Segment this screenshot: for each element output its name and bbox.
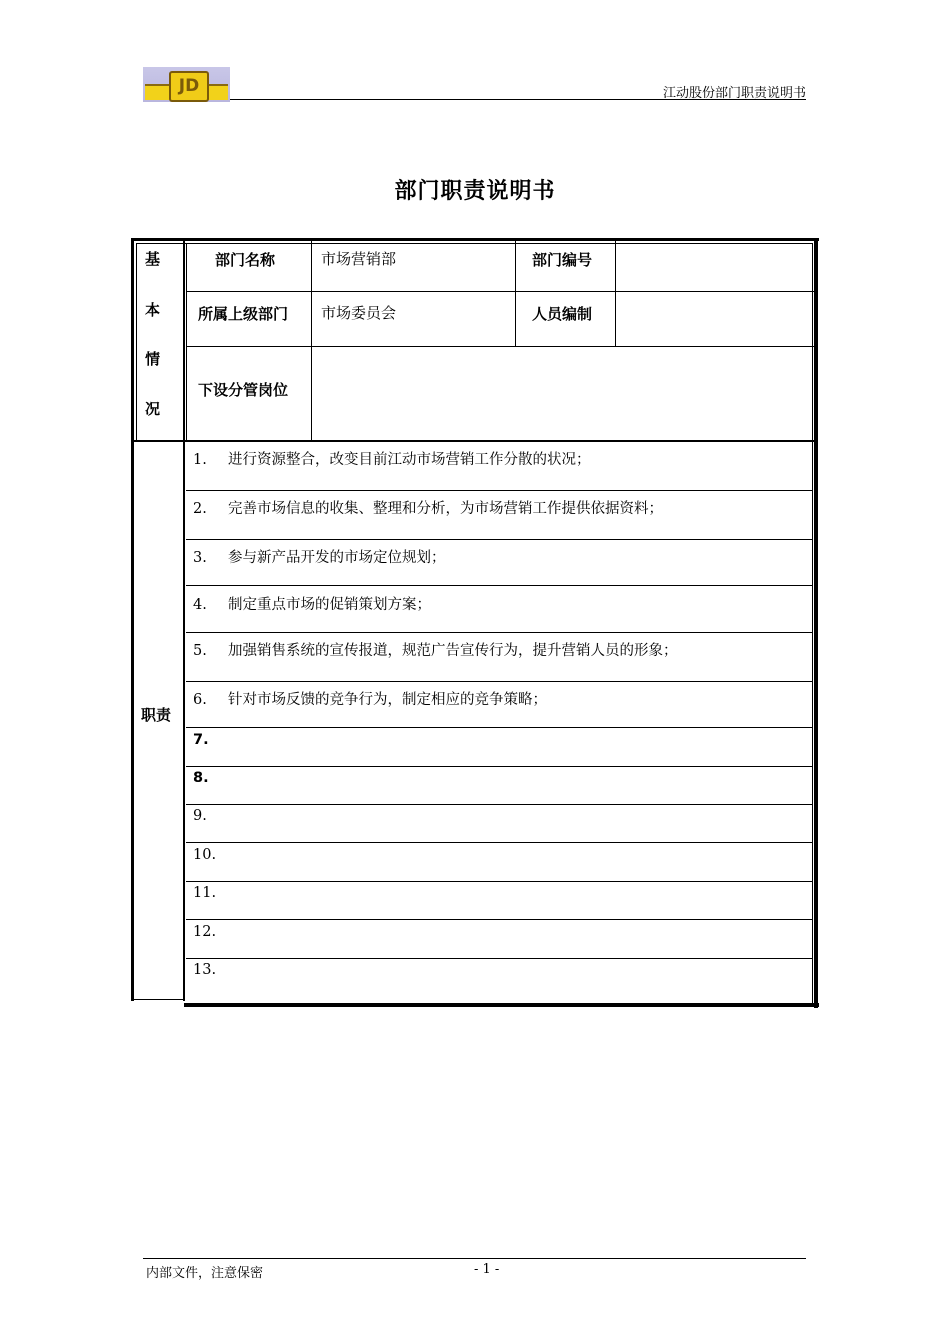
section-divider bbox=[134, 440, 814, 442]
duty-item bbox=[193, 808, 228, 824]
duty-item-number: 4. bbox=[193, 597, 207, 613]
duty-item-number: 8. bbox=[193, 770, 209, 786]
table-border-bottom bbox=[184, 1003, 819, 1007]
duty-item bbox=[193, 546, 446, 567]
page-number: - 1 - bbox=[474, 1262, 500, 1277]
footer-confidential: 内部文件，注意保密 bbox=[146, 1266, 264, 1281]
duty-item-number: 1. bbox=[193, 452, 207, 468]
basic-section-char-1: 基 bbox=[145, 250, 161, 268]
duty-item bbox=[193, 847, 228, 863]
duty-item bbox=[193, 962, 228, 978]
duty-row-rule bbox=[186, 842, 812, 843]
duty-row-rule bbox=[186, 490, 812, 491]
duty-item-number: 11. bbox=[193, 885, 217, 901]
duty-item bbox=[193, 593, 431, 614]
header-title: 江动股份部门职责说明书 bbox=[662, 86, 806, 101]
duty-row-rule bbox=[186, 804, 812, 805]
duty-row-rule bbox=[186, 919, 812, 920]
basic-row-rule-2 bbox=[186, 346, 814, 347]
duty-item-number: 5. bbox=[193, 643, 207, 659]
basic-col-rule-1 bbox=[311, 241, 312, 441]
inner-rule-right bbox=[812, 243, 813, 1003]
table-border-right bbox=[814, 238, 818, 1008]
duty-row-rule bbox=[186, 585, 812, 586]
label-column-rule-inner bbox=[186, 243, 187, 441]
duty-item-number: 7. bbox=[193, 732, 209, 748]
company-logo bbox=[143, 67, 230, 102]
duty-row-rule bbox=[186, 727, 812, 728]
duty-item-text: 针对市场反馈的竞争行为，制定相应的竞争策略； bbox=[228, 692, 547, 708]
basic-col-rule-2 bbox=[515, 241, 516, 347]
basic-section-char-4: 况 bbox=[145, 400, 161, 418]
inner-rule-left bbox=[136, 243, 137, 441]
duty-table bbox=[131, 238, 819, 1008]
parent-dept-value: 市场委员会 bbox=[321, 304, 397, 322]
label-col-bottom bbox=[134, 999, 184, 1000]
logo-mark-icon: JD bbox=[169, 71, 209, 102]
dept-name-label: 部门名称 bbox=[215, 251, 276, 269]
duty-item bbox=[193, 885, 228, 901]
duty-row-rule bbox=[186, 681, 812, 682]
table-border-left bbox=[131, 238, 134, 1001]
duty-item-text: 制定重点市场的促销策划方案； bbox=[228, 597, 431, 613]
parent-dept-label: 所属上级部门 bbox=[198, 305, 289, 323]
duty-row-rule bbox=[186, 539, 812, 540]
duty-item-text: 参与新产品开发的市场定位规划； bbox=[228, 550, 446, 566]
duty-item-text: 完善市场信息的收集、整理和分析，为市场营销工作提供依据资料； bbox=[228, 501, 663, 517]
duty-item bbox=[193, 924, 228, 940]
dept-name-value: 市场营销部 bbox=[321, 250, 397, 268]
duty-item bbox=[193, 688, 547, 709]
table-border-top bbox=[131, 238, 819, 241]
duty-item bbox=[193, 639, 678, 660]
duty-item-number: 12. bbox=[193, 924, 217, 940]
duty-item-number: 3. bbox=[193, 550, 207, 566]
duty-item bbox=[193, 497, 663, 518]
basic-section-char-2: 本 bbox=[145, 301, 161, 319]
dept-code-label: 部门编号 bbox=[532, 251, 593, 269]
basic-row-rule-1 bbox=[186, 291, 814, 292]
staffing-label: 人员编制 bbox=[532, 305, 593, 323]
duty-item-number: 13. bbox=[193, 962, 217, 978]
basic-section-char-3: 情 bbox=[145, 350, 161, 368]
document-title: 部门职责说明书 bbox=[394, 179, 556, 204]
sub-positions-label: 下设分管岗位 bbox=[198, 381, 289, 399]
label-column-rule bbox=[183, 241, 185, 1001]
duty-item-number: 6. bbox=[193, 692, 207, 708]
inner-rule-top bbox=[136, 243, 812, 244]
duties-section-label: 职责 bbox=[141, 706, 172, 724]
duty-item-number: 2. bbox=[193, 501, 207, 517]
duty-item bbox=[193, 448, 591, 469]
duty-item-text: 进行资源整合，改变目前江动市场营销工作分散的状况； bbox=[228, 452, 591, 468]
duty-row-rule bbox=[186, 881, 812, 882]
duty-row-rule bbox=[186, 958, 812, 959]
duty-row-rule bbox=[186, 766, 812, 767]
basic-col-rule-3 bbox=[615, 241, 616, 347]
duty-item bbox=[193, 770, 228, 786]
duty-item-number: 10. bbox=[193, 847, 217, 863]
footer-rule bbox=[143, 1258, 806, 1259]
duty-item bbox=[193, 732, 228, 748]
duty-item-text: 加强销售系统的宣传报道，规范广告宣传行为，提升营销人员的形象； bbox=[228, 643, 678, 659]
duty-item-number: 9. bbox=[193, 808, 207, 824]
duty-row-rule bbox=[186, 632, 812, 633]
